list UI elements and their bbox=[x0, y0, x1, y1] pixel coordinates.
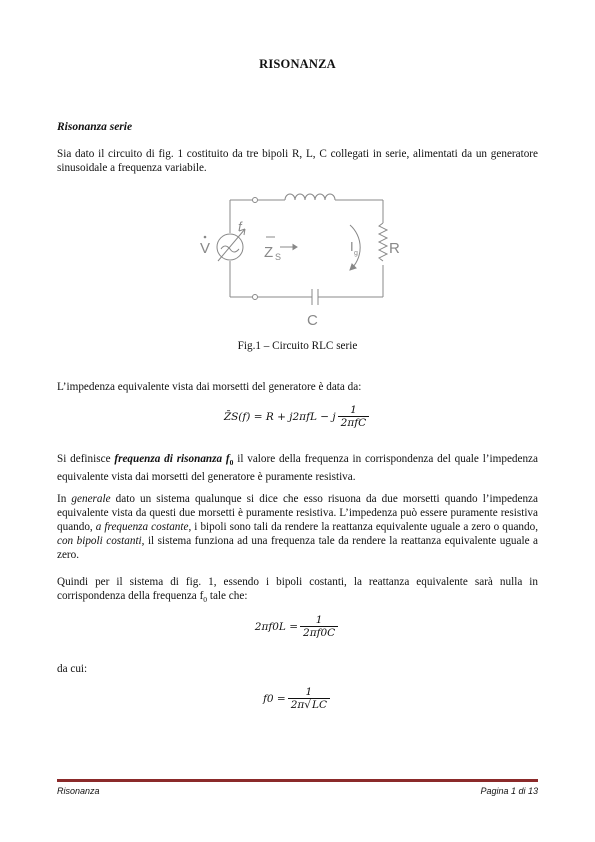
label-i-sub: g bbox=[354, 250, 358, 257]
formula-resonance-fraction bbox=[300, 614, 338, 640]
formula-impedance bbox=[0, 404, 595, 430]
general-text-2: dato un sistema qualunque si dice che esso risuona da due morsetti quando l’impedenza equivalente vista da questi due morsetti è puramente resistiva. L’impedenza può essere puramente resistiva quando, bbox=[57, 493, 538, 533]
formula-resonance-lhs: 2πf0L = bbox=[254, 621, 299, 633]
definition-term-sub: 0 bbox=[229, 458, 234, 468]
therefore-sub: 0 bbox=[203, 595, 208, 605]
general-text-1: In bbox=[57, 493, 72, 505]
resistor-symbol bbox=[379, 223, 387, 261]
formula-f0-den-prefix: 2π bbox=[290, 699, 305, 711]
label-z: Z bbox=[264, 244, 274, 261]
therefore-text-2: tale che: bbox=[207, 590, 248, 602]
paragraph-from-which: da cui: bbox=[57, 663, 88, 675]
formula-resonance-num: 1 bbox=[315, 614, 323, 626]
page-title: RISONANZA bbox=[259, 57, 336, 71]
formula-impedance-num: 1 bbox=[350, 404, 357, 416]
label-c: C bbox=[307, 312, 318, 329]
formula-f0-den-root: LC bbox=[311, 699, 327, 711]
definition-text-2: il valore della frequenza in corrispondenza del quale l’impedenza equivalente vista dai morsetti del generatore è puramente resistiva. bbox=[57, 453, 538, 484]
general-text-4: , il sistema funziona ad una frequenza tale da rendere la reattanza equivalente uguale a zero. bbox=[57, 535, 538, 561]
section-heading: Risonanza serie bbox=[57, 121, 133, 133]
paragraph-general bbox=[57, 492, 538, 562]
paragraph-intro: Sia dato il circuito di fig. 1 costituito da tre bipoli R, L, C collegati in serie, alimentati da un generatore sinusoidale a frequenza variabile. bbox=[57, 148, 538, 174]
label-z-sub: S bbox=[275, 252, 282, 262]
formula-f0-num: 1 bbox=[305, 686, 313, 698]
formula-impedance-fraction bbox=[338, 404, 370, 430]
formula-impedance-lhs: Z̄S(f) = R + j2πfL − j bbox=[223, 411, 336, 423]
definition-text-1: Si definisce bbox=[57, 453, 115, 465]
formula-f0-den: 2π√LC bbox=[288, 698, 330, 712]
formula-f0-lhs: f0 = bbox=[262, 693, 286, 705]
formula-impedance-den: 2πfC bbox=[338, 416, 370, 430]
label-f: f bbox=[238, 219, 242, 234]
terminal-top bbox=[253, 198, 258, 203]
therefore-text-1: Quindi per il sistema di fig. 1, essendo i bipoli costanti, la reattanza equivalente sarà nulla in corrispondenza della frequenza f bbox=[57, 576, 538, 602]
label-r: R bbox=[389, 240, 400, 257]
formula-resonance-condition bbox=[0, 614, 595, 640]
footer-title: Risonanza bbox=[57, 786, 100, 796]
label-i: I bbox=[350, 239, 354, 254]
paragraph-definition bbox=[57, 452, 538, 484]
formula-f0-fraction bbox=[288, 686, 330, 712]
figure-caption: Fig.1 – Circuito RLC serie bbox=[237, 340, 358, 352]
definition-term: frequenza di risonanza f bbox=[114, 453, 230, 465]
footer-page-number: Pagina 1 di 13 bbox=[480, 786, 538, 796]
terminal-bottom bbox=[253, 295, 258, 300]
general-italic-3: con bipoli costanti bbox=[57, 535, 142, 547]
general-text-3: , i bipoli sono tali da rendere la reattanza equivalente uguale a zero o quando, bbox=[188, 521, 538, 533]
general-italic-2: a frequenza costante bbox=[95, 521, 189, 533]
label-v: V bbox=[200, 240, 211, 257]
formula-resonance-frequency bbox=[0, 686, 595, 712]
v-dot bbox=[204, 236, 207, 239]
formula-resonance-den: 2πf0C bbox=[300, 626, 338, 640]
circuit-diagram bbox=[190, 185, 415, 330]
paragraph-therefore bbox=[57, 575, 538, 607]
inductor-symbol bbox=[285, 194, 335, 200]
general-italic-1: generale bbox=[71, 493, 111, 505]
paragraph-impedance: L’impedenza equivalente vista dai morsetti del generatore è data da: bbox=[57, 381, 362, 393]
footer-divider bbox=[57, 779, 538, 782]
